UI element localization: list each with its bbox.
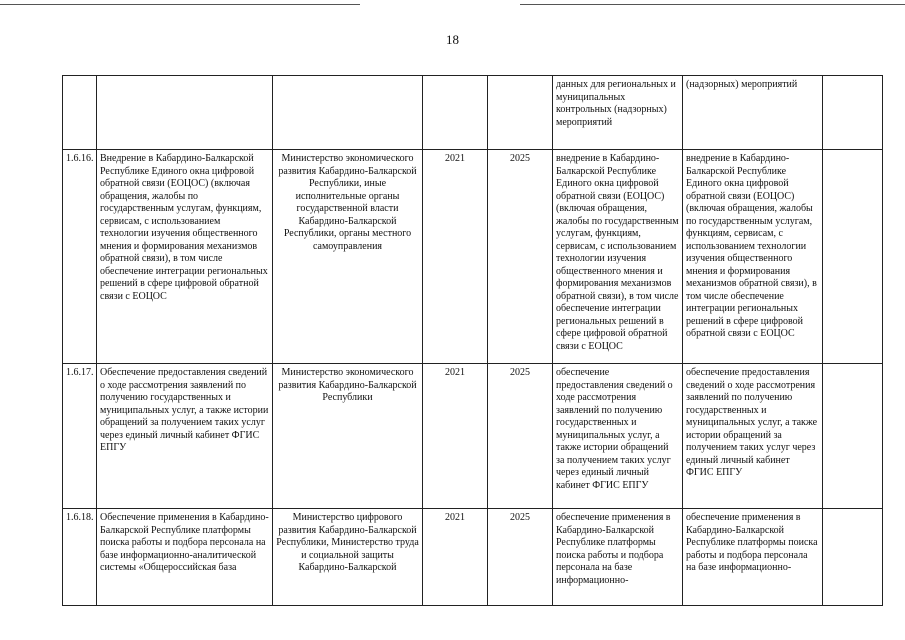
cell-start-year bbox=[423, 76, 488, 150]
cell-start-year: 2021 bbox=[423, 364, 488, 509]
cell-number bbox=[63, 76, 97, 150]
cell-indicator: внедрение в Кабардино-Балкарской Республике Единого окна цифровой обратной связи (ЕОЦОС) (включая обращения, жалобы по государственным услугам, функциям, сервисам, с использованием технологии изучения общественного мнения и формирования механизмов обратной связи), в том числе обеспечение интеграции региональных решений в сфере цифровой обратной связи с ЕОЦОС bbox=[683, 150, 823, 364]
cell-number: 1.6.16. bbox=[63, 150, 97, 364]
cell-activity: Внедрение в Кабардино-Балкарской Республике Единого окна цифровой обратной связи (ЕОЦОС) (включая обращения, жалобы по государственным услугам, функциям, сервисам, с использованием технологии изучения общественного мнения и формирования механизмов обратной связи), в том числе обеспечение интеграции региональных решений в сфере цифровой обратной связи с ЕОЦОС bbox=[97, 150, 273, 364]
cell-result: обеспечение применения в Кабардино-Балкарской Республике платформы поиска работы и подбора персонала на базе информационно- bbox=[553, 509, 683, 606]
table-row bbox=[63, 76, 883, 150]
plan-table bbox=[62, 75, 883, 606]
cell-indicator: обеспечение применения в Кабардино-Балкарской Республике платформы поиска работы и подбора персонала на базе информационно- bbox=[683, 509, 823, 606]
cell-extra bbox=[823, 76, 883, 150]
cell-number: 1.6.17. bbox=[63, 364, 97, 509]
cell-executor bbox=[273, 76, 423, 150]
cell-executor: Министерство экономического развития Кабардино-Балкарской Республики, иные исполнительные органы государственной власти Кабардино-Балкарской Республики, органы местного самоуправления bbox=[273, 150, 423, 364]
cell-end-year: 2025 bbox=[488, 150, 553, 364]
cell-extra bbox=[823, 509, 883, 606]
cell-start-year: 2021 bbox=[423, 150, 488, 364]
scan-artifact-line bbox=[0, 4, 360, 5]
table-row bbox=[63, 364, 883, 509]
table-row bbox=[63, 509, 883, 606]
cell-number: 1.6.18. bbox=[63, 509, 97, 606]
cell-executor: Министерство экономического развития Кабардино-Балкарской Республики bbox=[273, 364, 423, 509]
cell-end-year: 2025 bbox=[488, 509, 553, 606]
cell-result: данных для региональных и муниципальных контрольных (надзорных) мероприятий bbox=[553, 76, 683, 150]
scan-artifact-line bbox=[520, 4, 905, 5]
cell-activity bbox=[97, 76, 273, 150]
page-number: 18 bbox=[446, 32, 459, 47]
cell-extra bbox=[823, 364, 883, 509]
cell-start-year: 2021 bbox=[423, 509, 488, 606]
cell-result: внедрение в Кабардино-Балкарской Республике Единого окна цифровой обратной связи (ЕОЦОС) (включая обращения, жалобы по государственным услугам, функциям, сервисам, с использованием технологии изучения общественного мнения и формирования механизмов обратной связи), в том числе обеспечение интеграции региональных решений в сфере цифровой обратной связи с ЕОЦОС bbox=[553, 150, 683, 364]
cell-end-year: 2025 bbox=[488, 364, 553, 509]
cell-activity: Обеспечение применения в Кабардино-Балкарской Республике платформы поиска работы и подбора персонала на базе информационно-аналитической системы «Общероссийская база bbox=[97, 509, 273, 606]
cell-indicator: (надзорных) мероприятий bbox=[683, 76, 823, 150]
cell-indicator: обеспечение предоставления сведений о ходе рассмотрения заявлений по получению государственных и муниципальных услуг, а также истории обращений за получением таких услуг через единый личный кабинет ФГИС ЕПГУ bbox=[683, 364, 823, 509]
cell-extra bbox=[823, 150, 883, 364]
cell-result: обеспечение предоставления сведений о ходе рассмотрения заявлений по получению государственных и муниципальных услуг, а также истории обращений за получением таких услуг через единый личный кабинет ФГИС ЕПГУ bbox=[553, 364, 683, 509]
cell-executor: Министерство цифрового развития Кабардино-Балкарской Республики, Министерство труда и социальной защиты Кабардино-Балкарской bbox=[273, 509, 423, 606]
table-row bbox=[63, 150, 883, 364]
cell-end-year bbox=[488, 76, 553, 150]
cell-activity: Обеспечение предоставления сведений о ходе рассмотрения заявлений по получению государственных и муниципальных услуг, а также истории обращений за получением таких услуг через единый личный кабинет ФГИС ЕПГУ bbox=[97, 364, 273, 509]
